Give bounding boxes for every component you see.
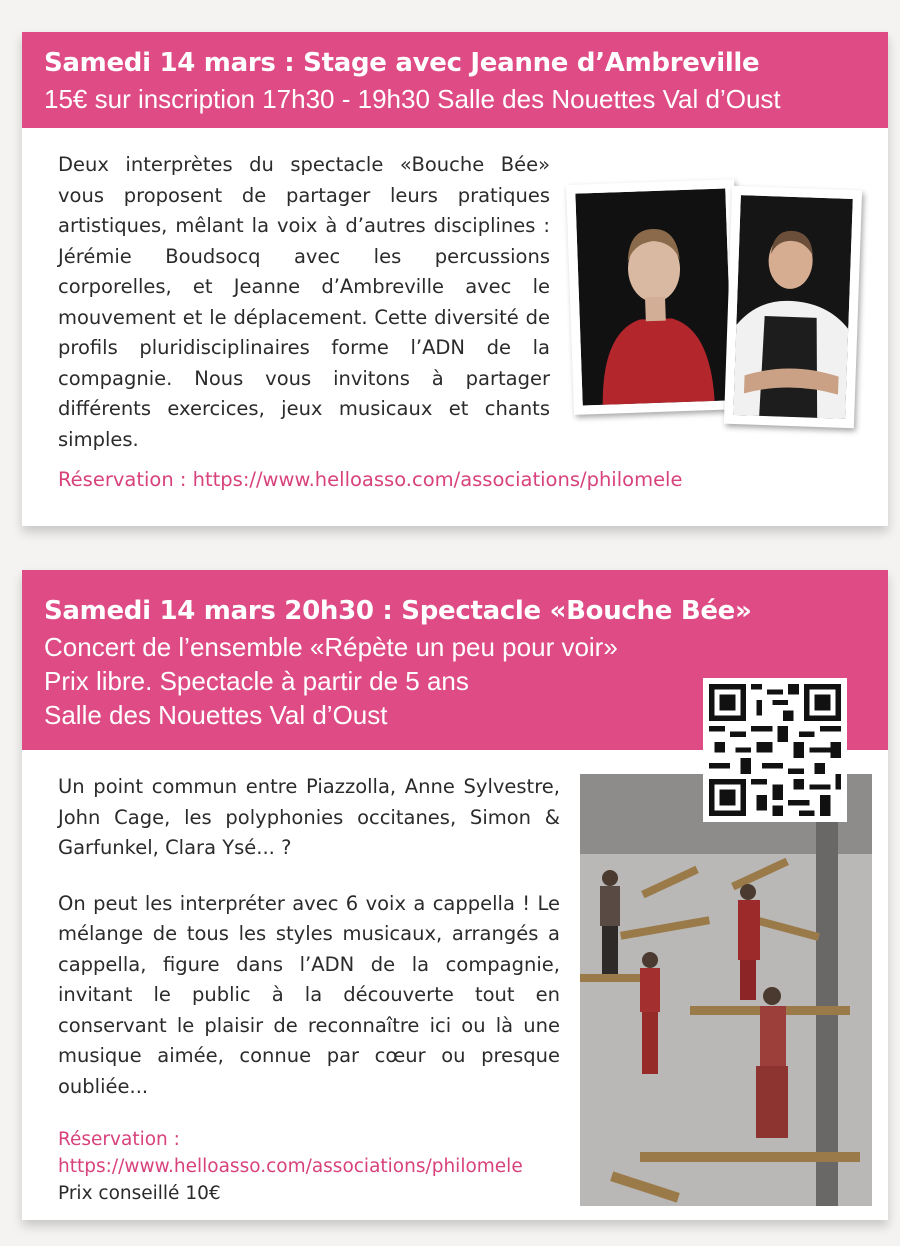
performance-photo [580, 774, 872, 1206]
qr-code-icon[interactable] [703, 678, 847, 822]
photo-jeremie [724, 186, 862, 428]
show-reservation [58, 1126, 578, 1207]
show-description [58, 772, 560, 1127]
show-card [22, 570, 888, 1220]
workshop-card [22, 32, 888, 526]
workshop-subline: 15€ sur inscription 17h30 - 19h30 Salle des Nouettes Val d’Oust [44, 84, 781, 114]
show-reservation-label: Réservation : [58, 1129, 180, 1150]
show-headline: Samedi 14 mars 20h30 : Spectacle «Bouche Bée» [44, 596, 752, 626]
photo-jeanne [566, 179, 742, 415]
show-line-price: Prix libre. Spectacle à partir de 5 ans [44, 666, 469, 696]
workshop-headline: Samedi 14 mars : Stage avec Jeanne d’Ambreville [44, 48, 760, 78]
workshop-reservation-link[interactable]: Réservation : https://www.helloasso.com/associations/philomele [58, 468, 683, 491]
show-line-concert: Concert de l’ensemble «Répète un peu pour voir» [44, 632, 618, 662]
show-paragraph-1: Un point commun entre Piazzolla, Anne Sylvestre, John Cage, les polyphonies occitanes, Simon & Garfunkel, Clara Ysé... ? [58, 775, 560, 859]
show-reservation-link[interactable]: https://www.helloasso.com/associations/philomele [58, 1156, 523, 1177]
workshop-header-band [22, 32, 888, 128]
workshop-description: Deux interprètes du spectacle «Bouche Bée» vous proposent de partager leurs pratiques artistiques, mêlant la voix à d’autres disciplines : Jérémie Boudsocq avec les percussions corporelles, et Jeanne d’Ambreville avec le mouvement et le déplacement. Cette diversité de profils pluridisciplinaires forme l’ADN de la compagnie. Nous vous invitons à partager différents exercices, jeux musicaux et chants simples. [58, 153, 550, 451]
show-price: Prix conseillé 10€ [58, 1183, 221, 1204]
show-paragraph-2: On peut les interpréter avec 6 voix a cappella ! Le mélange de tous les styles musicaux, arrangés a cappella, figure dans l’ADN de la compagnie, invitant le public à la découverte tout en conservant le plaisir de reconnaître ici ou là une musique aimée, connue par cœur ou presque oubliée... [58, 891, 560, 1098]
show-line-venue: Salle des Nouettes Val d’Oust [44, 700, 388, 730]
